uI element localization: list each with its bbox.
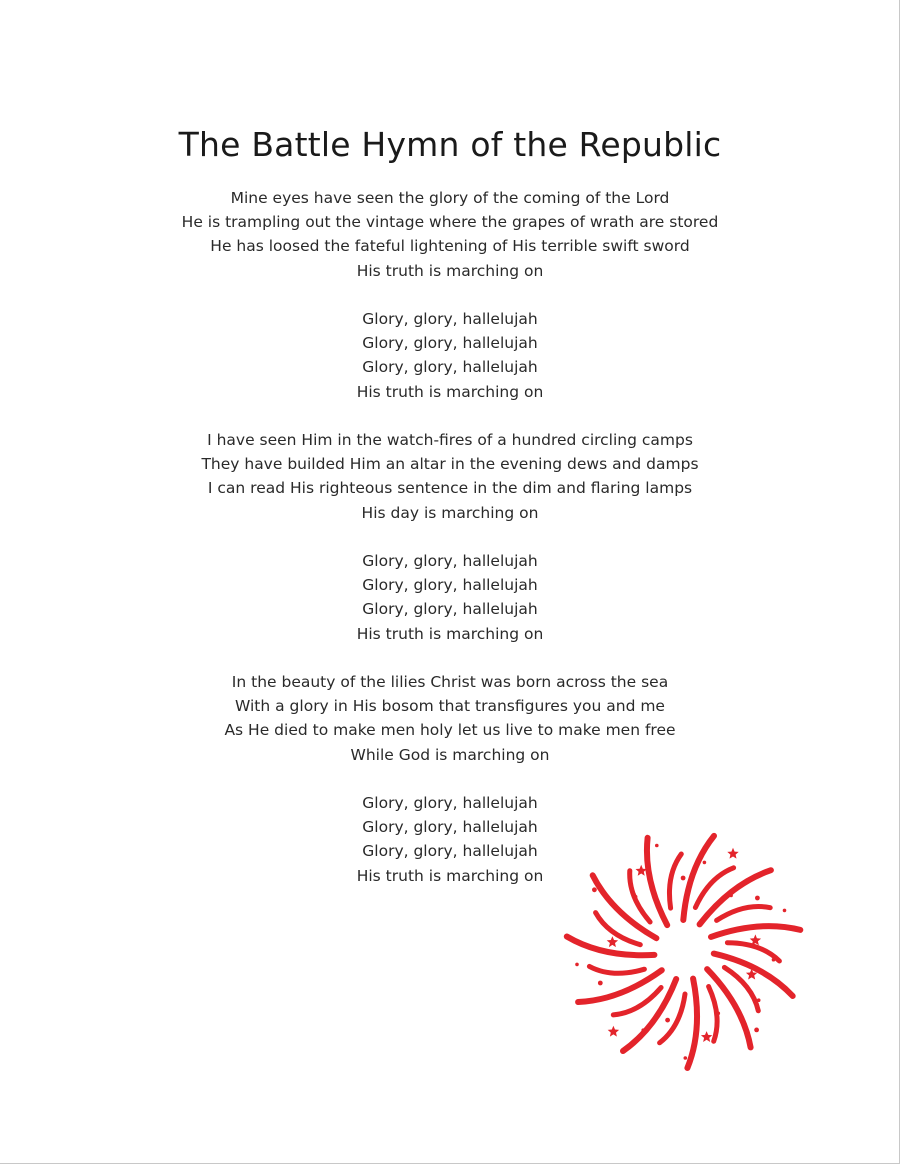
firework-icon bbox=[552, 818, 816, 1082]
firework-spark bbox=[598, 917, 602, 921]
firework-spark bbox=[624, 990, 628, 994]
firework-ray bbox=[717, 906, 771, 920]
firework-ray bbox=[695, 868, 733, 908]
lyric-line: Glory, glory, hallelujah bbox=[362, 358, 538, 377]
lyric-line: His truth is marching on bbox=[356, 382, 544, 401]
firework-spark bbox=[575, 963, 579, 967]
firework-spark bbox=[783, 909, 787, 913]
stanza-verse-1 bbox=[0, 186, 900, 283]
lyric-line: With a glory in His bosom that transfigures you and me bbox=[235, 697, 665, 716]
firework-ray bbox=[589, 966, 644, 973]
lyric-line: Glory, glory, hallelujah bbox=[362, 552, 538, 570]
lyric-line: Glory, glory, hallelujah bbox=[362, 818, 538, 837]
lyric-line: Glory, glory, hallelujah bbox=[362, 576, 538, 595]
firework-ray bbox=[647, 838, 667, 925]
firework-ray bbox=[596, 913, 641, 945]
lyric-line: Glory, glory, hallelujah bbox=[362, 310, 538, 328]
stanza-verse-3 bbox=[0, 670, 900, 767]
firework-spark bbox=[717, 1012, 721, 1016]
firework-spark bbox=[703, 861, 707, 865]
firework-ray bbox=[700, 870, 771, 924]
firework-ray bbox=[593, 875, 657, 938]
firework-ray bbox=[669, 854, 681, 908]
firework-ray bbox=[683, 836, 714, 920]
lyric-line: I can read His righteous sentence in the dim and flaring lamps bbox=[207, 479, 693, 498]
firework-spark bbox=[665, 1018, 670, 1023]
firework-spark bbox=[681, 876, 686, 881]
lyric-line: Glory, glory, hallelujah bbox=[362, 334, 538, 353]
lyric-line: They have builded Him an altar in the evening dews and damps bbox=[201, 455, 699, 474]
firework-star bbox=[608, 1026, 619, 1037]
firework-spark bbox=[754, 1028, 759, 1033]
stanza-chorus-1 bbox=[0, 307, 900, 404]
firework-spark bbox=[772, 958, 776, 962]
firework-spark bbox=[634, 895, 638, 899]
lyric-line: As He died to make men holy let us live to make men free bbox=[224, 721, 676, 740]
lyric-line: Glory, glory, hallelujah bbox=[362, 842, 538, 861]
firework-star bbox=[701, 1031, 712, 1042]
firework-spark bbox=[655, 844, 659, 848]
firework-spark bbox=[755, 896, 760, 901]
firework-ray bbox=[709, 987, 718, 1042]
firework-spark bbox=[729, 894, 733, 898]
firework-spark bbox=[598, 981, 603, 986]
lyric-line: He has loosed the fateful lightening of His terrible swift sword bbox=[210, 237, 690, 256]
lyric-line: While God is marching on bbox=[350, 745, 550, 764]
stanza-verse-2 bbox=[0, 428, 900, 525]
stanza-chorus-2 bbox=[0, 549, 900, 646]
lyric-line: In the beauty of the lilies Christ was born across the sea bbox=[231, 673, 669, 691]
lyric-line: Mine eyes have seen the glory of the coming of the Lord bbox=[230, 189, 670, 207]
lyric-line: He is trampling out the vintage where the grapes of wrath are stored bbox=[181, 213, 719, 232]
firework-ray bbox=[687, 979, 697, 1068]
lyric-line: I have seen Him in the watch-fires of a hundred circling camps bbox=[207, 431, 693, 449]
firework-spark bbox=[641, 1028, 645, 1032]
lyric-line: His truth is marching on bbox=[356, 866, 544, 885]
firework-star bbox=[727, 848, 738, 859]
lyric-line: Glory, glory, hallelujah bbox=[362, 794, 538, 812]
lyric-line: His truth is marching on bbox=[356, 261, 544, 280]
lyric-line: His day is marching on bbox=[361, 503, 539, 522]
firework-spark bbox=[684, 1056, 688, 1060]
firework-spark bbox=[592, 887, 597, 892]
firework-star bbox=[607, 936, 618, 947]
lyric-line: Glory, glory, hallelujah bbox=[362, 600, 538, 619]
lyrics-body bbox=[0, 186, 900, 912]
page-title: The Battle Hymn of the Republic bbox=[178, 125, 722, 164]
lyric-line: His truth is marching on bbox=[356, 624, 544, 643]
firework-spark bbox=[757, 998, 761, 1002]
